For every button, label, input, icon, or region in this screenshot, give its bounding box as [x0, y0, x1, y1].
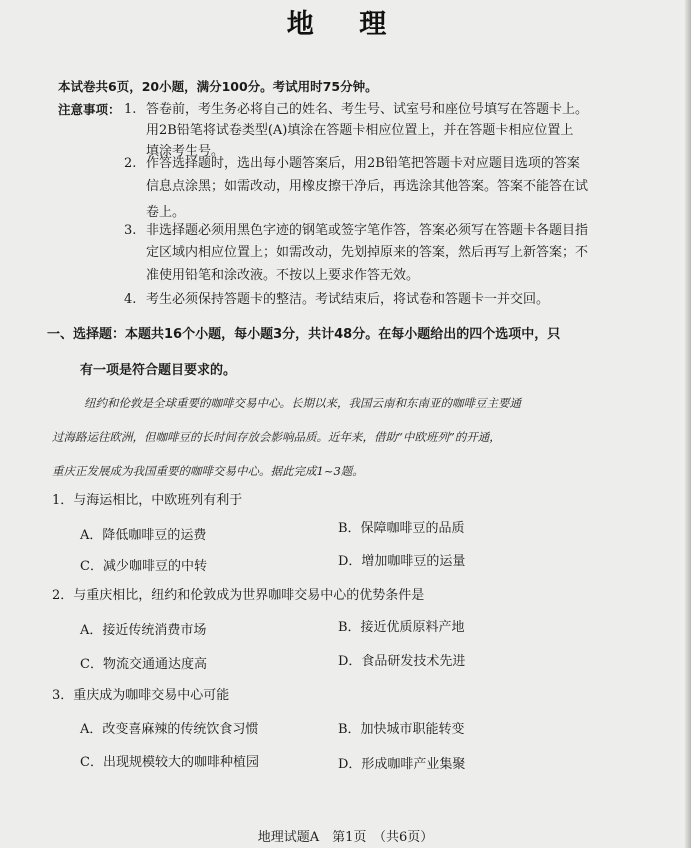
exam-intro: 本试卷共6页，20小题，满分100分。考试用时75分钟。 [58, 79, 378, 94]
question-option: C．减少咖啡豆的中转 [80, 559, 207, 574]
question-option: A．降低咖啡豆的运费 [80, 528, 207, 543]
question-stem: 1．与海运相比，中欧班列有利于 [52, 493, 243, 508]
passage-line: 过海路运往欧洲，但咖啡豆的长时间存放会影响品质。近年来，借助“中欧班列”的开通， [52, 430, 501, 444]
question-stem: 3．重庆成为咖啡交易中心可能 [52, 688, 230, 703]
notice-item-2-line: 卷上。 [146, 205, 186, 220]
question-option: B．保障咖啡豆的品质 [338, 521, 465, 536]
question-option: C．出现规模较大的咖啡种植园 [80, 755, 259, 770]
question-stem: 2．与重庆相比，纽约和伦敦成为世界咖啡交易中心的优势条件是 [52, 588, 425, 603]
question-option: B．加快城市职能转变 [338, 722, 465, 737]
page-title: 地 理 [286, 9, 405, 40]
page-footer: 地理试题A 第1页 （共6页） [257, 830, 434, 845]
notice-item-1-line: 填涂考生号。 [146, 144, 225, 159]
question-option: D．食品研发技术先进 [338, 654, 466, 669]
notice-item-2-line: 作答选择题时，选出每小题答案后，用2B铅笔把答题卡对应题目选项的答案 [146, 156, 580, 171]
notice-item-4-num: 4. [124, 292, 137, 307]
notice-item-3-line: 准使用铅笔和涂改液。不按以上要求作答无效。 [146, 268, 420, 283]
notice-item-3-line: 非选择题必须用黑色字迹的钢笔或签字笔作答，答案必须写在答题卡各题目指 [146, 223, 589, 238]
notice-item-1-line: 答卷前，考生务必将自己的姓名、考生号、试室号和座位号填写在答题卡上。 [146, 102, 589, 117]
notice-item-1-num: 1. [124, 102, 137, 117]
notice-item-3-line: 定区域内相应位置上；如需改动，先划掉原来的答案，然后再写上新答案；不 [146, 245, 589, 260]
notice-item-2-num: 2. [124, 156, 137, 171]
question-option: D．形成咖啡产业集聚 [338, 757, 466, 772]
question-option: A．接近传统消费市场 [80, 623, 207, 638]
question-option: C．物流交通通达度高 [80, 657, 207, 672]
notice-item-1-line: 用2B铅笔将试卷类型(A)填涂在答题卡相应位置上，并在答题卡相应位置上 [146, 123, 574, 138]
question-option: D．增加咖啡豆的运量 [338, 554, 466, 569]
passage-line: 纽约和伦敦是全球重要的咖啡交易中心。长期以来，我国云南和东南亚的咖啡豆主要通 [84, 396, 521, 410]
notice-item-2-line: 信息点涂黑；如需改动，用橡皮擦干净后，再选涂其他答案。答案不能答在试 [146, 179, 589, 194]
question-option: A．改变喜麻辣的传统饮食习惯 [80, 722, 259, 737]
notice-item-4-line: 考生必须保持答题卡的整洁。考试结束后，将试卷和答题卡一并交回。 [146, 292, 550, 307]
notice-label: 注意事项： [58, 102, 121, 117]
passage-line: 重庆正发展成为我国重要的咖啡交易中心。据此完成1~3题。 [52, 464, 364, 478]
page-edge-shadow [685, 0, 691, 848]
notice-item-3-num: 3. [124, 223, 137, 238]
section-heading: 一、选择题：本题共16个小题，每小题3分，共计48分。在每小题给出的四个选项中，只 [47, 327, 561, 342]
question-option: B．接近优质原料产地 [338, 620, 465, 635]
section-heading-cont: 有一项是符合题目要求的。 [80, 363, 237, 378]
